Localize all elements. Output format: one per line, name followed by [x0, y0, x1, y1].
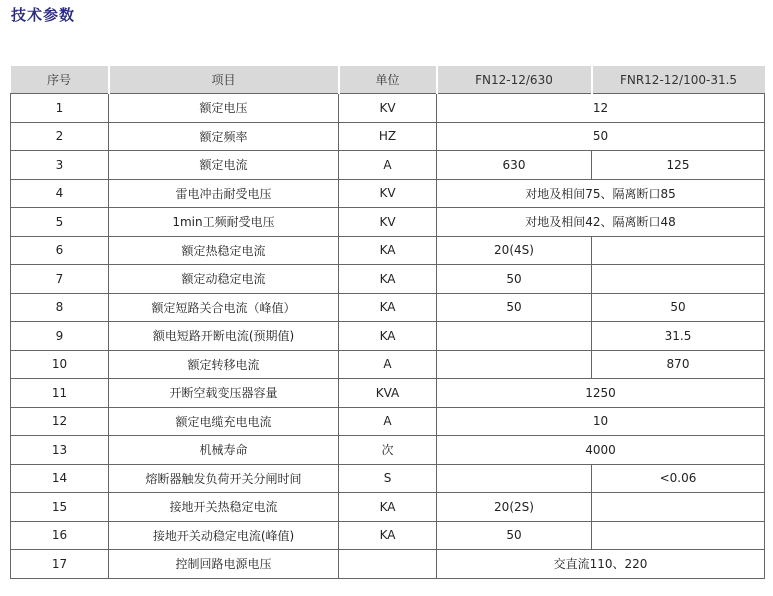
cell-no: 5 — [11, 208, 109, 237]
cell-no: 2 — [11, 122, 109, 151]
cell-value-fnr12: <0.06 — [592, 464, 765, 493]
cell-item: 额电短路开断电流(预期值) — [109, 322, 339, 351]
cell-unit: KV — [339, 208, 437, 237]
table-row — [11, 208, 765, 237]
cell-value-both: 10 — [437, 407, 765, 436]
cell-no: 1 — [11, 94, 109, 123]
table-row — [11, 550, 765, 579]
cell-value-fn12 — [437, 350, 592, 379]
cell-value-fn12: 50 — [437, 265, 592, 294]
cell-item: 1min工频耐受电压 — [109, 208, 339, 237]
cell-item: 额定转移电流 — [109, 350, 339, 379]
cell-unit: KA — [339, 236, 437, 265]
cell-value-fnr12: 31.5 — [592, 322, 765, 351]
header-item: 项目 — [109, 66, 339, 94]
cell-item: 额定动稳定电流 — [109, 265, 339, 294]
cell-value-both: 4000 — [437, 436, 765, 465]
cell-no: 3 — [11, 151, 109, 180]
table-row — [11, 122, 765, 151]
cell-no: 9 — [11, 322, 109, 351]
cell-unit: KA — [339, 493, 437, 522]
cell-value-fn12: 50 — [437, 293, 592, 322]
cell-value-fn12: 20(4S) — [437, 236, 592, 265]
header-fn12: FN12-12/630 — [437, 66, 592, 94]
cell-no: 12 — [11, 407, 109, 436]
cell-unit: KV — [339, 179, 437, 208]
cell-unit: KA — [339, 521, 437, 550]
cell-item: 控制回路电源电压 — [109, 550, 339, 579]
table-header-row — [11, 66, 765, 94]
cell-value-fn12: 20(2S) — [437, 493, 592, 522]
cell-value-both: 交直流110、220 — [437, 550, 765, 579]
cell-item: 额定电压 — [109, 94, 339, 123]
cell-value-fnr12 — [592, 236, 765, 265]
tech-params-table — [10, 66, 765, 579]
cell-value-both: 1250 — [437, 379, 765, 408]
section-title: 技术参数 — [11, 6, 76, 24]
cell-unit: KA — [339, 322, 437, 351]
cell-unit: HZ — [339, 122, 437, 151]
cell-value-both: 对地及相间75、隔离断口85 — [437, 179, 765, 208]
cell-unit: 次 — [339, 436, 437, 465]
table-row — [11, 464, 765, 493]
table-row — [11, 350, 765, 379]
cell-no: 14 — [11, 464, 109, 493]
table-row — [11, 151, 765, 180]
cell-item: 接地开关动稳定电流(峰值) — [109, 521, 339, 550]
cell-value-fn12 — [437, 464, 592, 493]
cell-unit: KA — [339, 265, 437, 294]
cell-unit — [339, 550, 437, 579]
cell-value-fnr12 — [592, 521, 765, 550]
cell-no: 13 — [11, 436, 109, 465]
cell-value-fnr12 — [592, 265, 765, 294]
table-row — [11, 322, 765, 351]
cell-item: 熔断器触发负荷开关分闸时间 — [109, 464, 339, 493]
table-body — [11, 94, 765, 579]
table-row — [11, 379, 765, 408]
cell-item: 机械寿命 — [109, 436, 339, 465]
cell-unit: KVA — [339, 379, 437, 408]
cell-no: 4 — [11, 179, 109, 208]
cell-item: 额定频率 — [109, 122, 339, 151]
cell-item: 接地开关热稳定电流 — [109, 493, 339, 522]
header-no: 序号 — [11, 66, 109, 94]
cell-value-fnr12: 50 — [592, 293, 765, 322]
table-row — [11, 94, 765, 123]
cell-item: 额定电缆充电电流 — [109, 407, 339, 436]
cell-unit: A — [339, 407, 437, 436]
cell-item: 额定热稳定电流 — [109, 236, 339, 265]
table-row — [11, 521, 765, 550]
cell-no: 11 — [11, 379, 109, 408]
cell-unit: S — [339, 464, 437, 493]
table-row — [11, 236, 765, 265]
table-row — [11, 407, 765, 436]
table-row — [11, 493, 765, 522]
table-row — [11, 293, 765, 322]
cell-value-both: 对地及相间42、隔离断口48 — [437, 208, 765, 237]
cell-unit: KA — [339, 293, 437, 322]
cell-item: 雷电冲击耐受电压 — [109, 179, 339, 208]
cell-no: 16 — [11, 521, 109, 550]
cell-value-both: 12 — [437, 94, 765, 123]
header-unit: 单位 — [339, 66, 437, 94]
cell-value-fnr12: 125 — [592, 151, 765, 180]
table-row — [11, 436, 765, 465]
cell-unit: A — [339, 151, 437, 180]
cell-item: 额定电流 — [109, 151, 339, 180]
cell-no: 8 — [11, 293, 109, 322]
cell-value-fn12: 630 — [437, 151, 592, 180]
cell-item: 开断空载变压器容量 — [109, 379, 339, 408]
cell-value-fnr12 — [592, 493, 765, 522]
cell-no: 10 — [11, 350, 109, 379]
cell-item: 额定短路关合电流（峰值） — [109, 293, 339, 322]
cell-no: 17 — [11, 550, 109, 579]
cell-value-fn12 — [437, 322, 592, 351]
cell-unit: A — [339, 350, 437, 379]
cell-no: 6 — [11, 236, 109, 265]
cell-unit: KV — [339, 94, 437, 123]
table-row — [11, 265, 765, 294]
cell-no: 15 — [11, 493, 109, 522]
header-fnr12: FNR12-12/100-31.5 — [592, 66, 765, 94]
cell-value-both: 50 — [437, 122, 765, 151]
cell-value-fnr12: 870 — [592, 350, 765, 379]
cell-no: 7 — [11, 265, 109, 294]
table-row — [11, 179, 765, 208]
cell-value-fn12: 50 — [437, 521, 592, 550]
